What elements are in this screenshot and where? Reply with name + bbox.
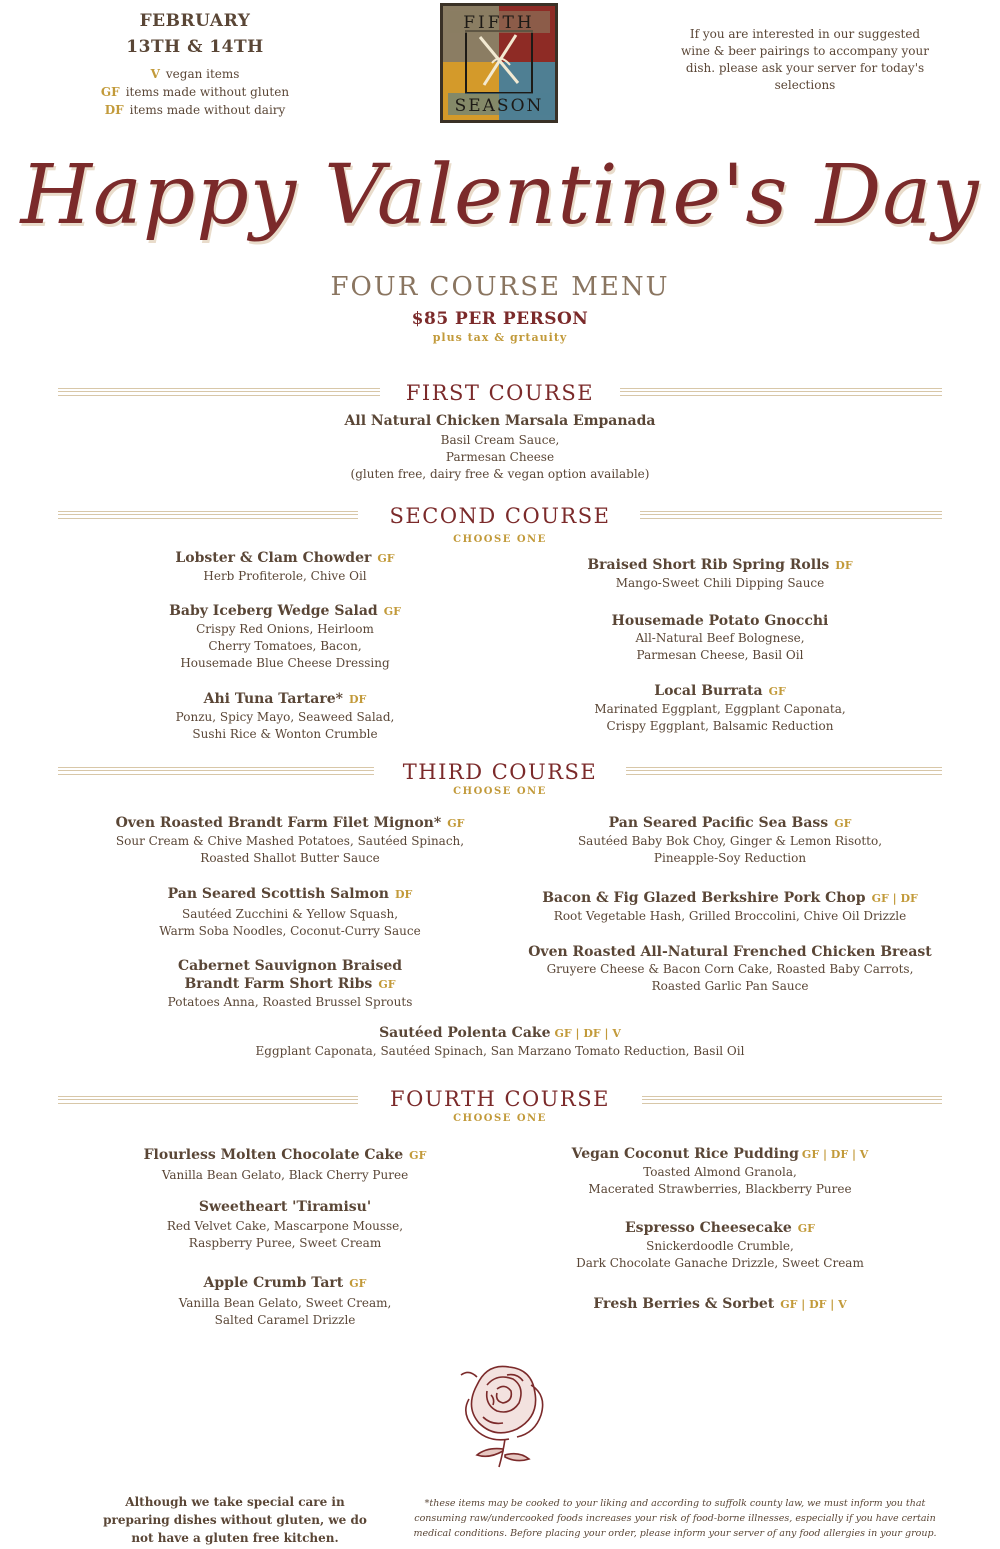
diet-tags: GF xyxy=(349,1277,367,1290)
menu-item xyxy=(510,943,950,995)
item-name: Oven Roasted All-Natural Frenched Chicken Breast xyxy=(528,944,932,960)
diet-tags: GF xyxy=(378,978,396,991)
legend-row: GF items made without gluten xyxy=(100,85,290,99)
choose-one-label: CHOOSE ONE xyxy=(453,1113,547,1124)
item-desc: Herb Profiterole, Chive Oil xyxy=(203,569,367,583)
menu-item xyxy=(530,1219,910,1272)
menu-item xyxy=(110,549,460,585)
item-desc: Vanilla Bean Gelato, Sweet Cream, Salted Caramel Drizzle xyxy=(178,1296,392,1327)
menu-subtitle: FOUR COURSE MENU xyxy=(330,272,670,302)
pairing-note: If you are interested in our suggested wine & beer pairings to accompany your dish. please ask your server for today's selections xyxy=(680,27,929,92)
item-desc: Basil Cream Sauce, Parmesan Cheese (gluten free, dairy free & vegan option available) xyxy=(350,433,650,481)
menu-item xyxy=(80,885,500,940)
legend-row: DF items made without dairy xyxy=(104,103,286,117)
item-name: Fresh Berries & Sorbet xyxy=(593,1296,775,1312)
diet-tags: DF xyxy=(348,693,367,706)
item-name: Flourless Molten Chocolate Cake xyxy=(143,1147,404,1163)
item-desc: Marinated Eggplant, Eggplant Caponata, Crispy Eggplant, Balsamic Reduction xyxy=(594,702,846,733)
item-name: Braised Short Rib Spring Rolls xyxy=(587,557,830,573)
diet-tags: GF | DF | V xyxy=(554,1027,621,1040)
menu-item xyxy=(510,814,950,867)
item-name: Ahi Tuna Tartare* xyxy=(203,691,343,707)
logo-word-top: FIFTH xyxy=(463,13,535,33)
choose-one-label: CHOOSE ONE xyxy=(453,534,547,545)
item-desc: Vanilla Bean Gelato, Black Cherry Puree xyxy=(161,1168,409,1182)
diet-tags: DF xyxy=(394,888,413,901)
item-desc: Mango-Sweet Chili Dipping Sauce xyxy=(615,576,825,590)
item-name: Sweetheart 'Tiramisu' xyxy=(198,1199,372,1215)
item-name: Vegan Coconut Rice Pudding xyxy=(571,1146,799,1162)
item-name: Local Burrata xyxy=(654,683,763,699)
item-name: Cabernet Sauvignon Braised xyxy=(177,958,403,974)
item-name: Pan Seared Scottish Salmon xyxy=(167,886,389,902)
item-desc: Gruyere Cheese & Bacon Corn Cake, Roasted Baby Carrots, Roasted Garlic Pan Sauce xyxy=(546,962,914,993)
item-name: Housemade Potato Gnocchi xyxy=(611,613,829,629)
item-name: All Natural Chicken Marsala Empanada xyxy=(344,413,656,429)
item-name: Espresso Cheesecake xyxy=(625,1220,792,1236)
date-month: FEBRUARY xyxy=(139,11,251,31)
menu-item xyxy=(540,612,900,664)
item-desc: Red Velvet Cake, Mascarpone Mousse, Raspberry Puree, Sweet Cream xyxy=(166,1219,404,1250)
price-note: plus tax & grtauity xyxy=(432,331,568,344)
diet-tags: GF xyxy=(447,817,465,830)
item-name: Sautéed Polenta Cake xyxy=(379,1025,551,1041)
diet-tags: GF xyxy=(377,552,395,565)
third-course-title: THIRD COURSE xyxy=(402,760,598,784)
menu-item xyxy=(110,690,460,743)
diet-tags: GF xyxy=(834,817,852,830)
diet-tags: GF xyxy=(383,605,401,618)
item-desc: Sour Cream & Chive Mashed Potatoes, Sautéed Spinach, Roasted Shallot Butter Sauce xyxy=(115,834,465,865)
diet-tags: GF | DF | V xyxy=(801,1148,869,1161)
diet-tags: GF | DF xyxy=(871,892,918,905)
item-name: Oven Roasted Brandt Farm Filet Mignon* xyxy=(115,815,442,831)
page-title: Happy Valentine's Day xyxy=(20,148,980,243)
first-course-title: FIRST COURSE xyxy=(405,381,595,405)
menu-item xyxy=(530,1295,910,1314)
item-desc: Root Vegetable Hash, Grilled Broccolini, Chive Oil Drizzle xyxy=(553,909,907,923)
menu-item xyxy=(540,682,900,735)
diet-tags: GF xyxy=(409,1149,427,1162)
item-name-line2: Brandt Farm Short Ribs xyxy=(184,976,373,992)
menu-item xyxy=(80,814,500,867)
menu-item xyxy=(530,1145,910,1198)
item-desc: All-Natural Beef Bolognese, Parmesan Cheese, Basil Oil xyxy=(635,631,805,662)
logo-word-bottom: SEASON xyxy=(454,96,544,116)
fifth-season-logo xyxy=(440,3,558,123)
item-name: Pan Seared Pacific Sea Bass xyxy=(608,815,829,831)
menu-price: $85 PER PERSON xyxy=(411,309,589,329)
diet-tags: GF | DF | V xyxy=(780,1298,847,1311)
menu-item xyxy=(110,602,460,672)
item-name: Apple Crumb Tart xyxy=(203,1275,344,1291)
date-days: 13TH & 14TH xyxy=(126,37,264,57)
item-name: Bacon & Fig Glazed Berkshire Pork Chop xyxy=(542,890,866,906)
menu-item xyxy=(100,1274,470,1329)
rose-illustration xyxy=(447,1355,557,1470)
second-course-title: SECOND COURSE xyxy=(389,504,611,528)
item-desc: Sautéed Zucchini & Yellow Squash, Warm Soba Noodles, Coconut-Curry Sauce xyxy=(159,907,421,938)
item-desc: Potatoes Anna, Roasted Brussel Sprouts xyxy=(167,995,413,1009)
menu-item xyxy=(150,1024,850,1060)
fourth-course-title: FOURTH COURSE xyxy=(390,1087,610,1111)
menu-item xyxy=(540,556,900,592)
food-safety-disclaimer: *these items may be cooked to your liking and according to suffolk county law, we must inform you that consuming raw/undercooked foods increases your risk of food-borne illnesses, especially if you have certain medical conditions. Before placing your order, please inform your server of any food allergies in your group. xyxy=(413,1498,937,1539)
diet-tags: GF xyxy=(768,685,786,698)
choose-one-label: CHOOSE ONE xyxy=(453,786,547,797)
item-desc: Toasted Almond Granola, Macerated Strawberries, Blackberry Puree xyxy=(588,1165,852,1196)
item-desc: Crispy Red Onions, Heirloom Cherry Tomatoes, Bacon, Housemade Blue Cheese Dressing xyxy=(180,622,390,670)
item-desc: Snickerdoodle Crumble, Dark Chocolate Ganache Drizzle, Sweet Cream xyxy=(576,1239,864,1270)
diet-tags: GF xyxy=(797,1222,815,1235)
menu-item xyxy=(510,889,950,925)
event-date xyxy=(100,8,290,60)
menu-item xyxy=(100,1146,470,1184)
diet-tags: DF xyxy=(835,559,853,572)
menu-item xyxy=(250,412,750,483)
gluten-disclaimer: Although we take special care in preparing dishes without gluten, we do not have a gluten free kitchen. xyxy=(103,1495,367,1545)
item-desc: Sautéed Baby Bok Choy, Ginger & Lemon Risotto, Pineapple-Soy Reduction xyxy=(577,834,883,865)
menu-item xyxy=(100,1198,470,1252)
item-desc: Eggplant Caponata, Sautéed Spinach, San Marzano Tomato Reduction, Basil Oil xyxy=(255,1044,745,1058)
legend-row: V vegan items xyxy=(150,67,240,81)
item-desc: Ponzu, Spicy Mayo, Seaweed Salad, Sushi Rice & Wonton Crumble xyxy=(175,710,395,741)
menu-item xyxy=(80,957,500,1011)
item-name: Lobster & Clam Chowder xyxy=(175,550,372,566)
dietary-legend xyxy=(90,65,300,119)
item-name: Baby Iceberg Wedge Salad xyxy=(169,603,378,619)
